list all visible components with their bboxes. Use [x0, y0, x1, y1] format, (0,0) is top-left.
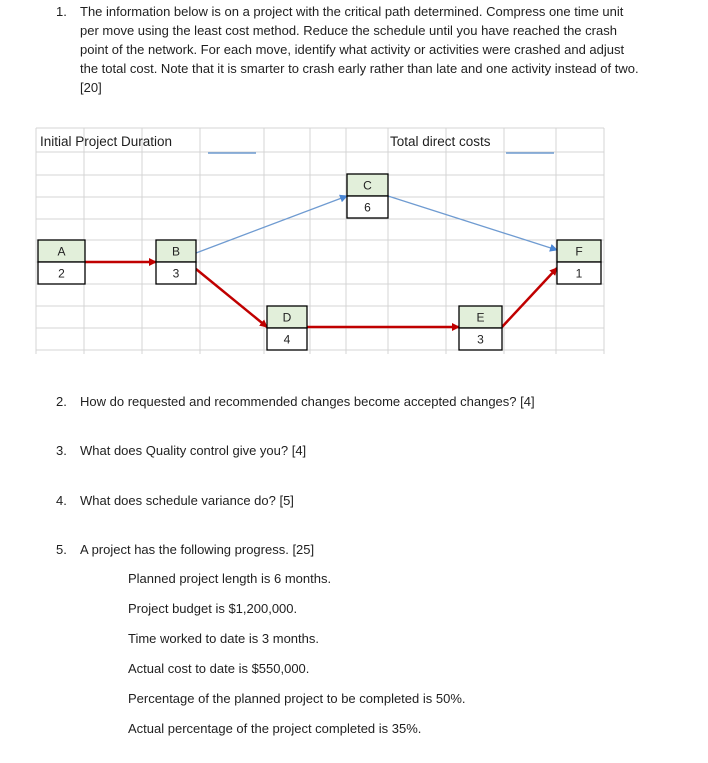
q5-detail-planned-percent: Percentage of the planned project to be completed is 50%. [128, 691, 466, 706]
question-number: 4. [56, 493, 67, 508]
question-number: 1. [56, 4, 67, 19]
total-direct-costs-label: Total direct costs [390, 134, 491, 149]
activity-duration: 2 [58, 266, 65, 281]
activity-node-c [347, 174, 388, 218]
activity-name: A [57, 244, 66, 259]
q5-detail-time-worked: Time worked to date is 3 months. [128, 631, 319, 646]
activity-name: D [282, 310, 292, 325]
q5-detail-planned-length: Planned project length is 6 months. [128, 571, 332, 586]
spreadsheet-gridlines [36, 128, 604, 354]
link-b-c [196, 196, 347, 253]
question-text: How do requested and recommended changes become accepted changes? [4] [80, 394, 535, 409]
activity-duration: 6 [364, 200, 371, 215]
activity-node-e [459, 306, 502, 350]
activity-node-a [38, 240, 85, 284]
activity-node-f [557, 240, 601, 284]
activity-duration: 4 [283, 332, 291, 347]
activity-name: B [171, 244, 181, 259]
question-number: 3. [56, 443, 67, 458]
q5-detail-budget: Project budget is $1,200,000. [128, 601, 298, 616]
question-number: 2. [56, 394, 67, 409]
question-number: 5. [56, 542, 67, 557]
question-text: What does schedule variance do? [5] [80, 493, 294, 508]
question-text: A project has the following progress. [25] [80, 542, 315, 557]
question-text: The information below is on a project with the critical path determined. Compress one time unit per move using the least cost method. Reduce the schedule until you have reached the crash point of the network. For each move, identify what activity or activities were crashed and adjust the total cost. Note that it is smarter to crash early rather than late and one activity instead of two. [20] [80, 4, 639, 95]
activity-duration: 3 [172, 266, 180, 281]
activity-name: E [476, 310, 485, 325]
activity-name: F [575, 244, 583, 259]
activity-node-b [156, 240, 196, 284]
activity-duration: 1 [575, 266, 583, 281]
link-b-d [196, 269, 267, 327]
activity-node-d [267, 306, 307, 350]
q5-detail-actual-percent: Actual percentage of the project completed is 35%. [128, 721, 422, 736]
activity-duration: 3 [477, 332, 484, 347]
link-e-f [502, 268, 557, 327]
q5-detail-actual-cost: Actual cost to date is $550,000. [128, 661, 310, 676]
initial-project-duration-label: Initial Project Duration [40, 134, 173, 149]
activity-name: C [363, 178, 372, 193]
link-c-f [388, 196, 557, 250]
question-text: What does Quality control give you? [4] [80, 443, 307, 458]
